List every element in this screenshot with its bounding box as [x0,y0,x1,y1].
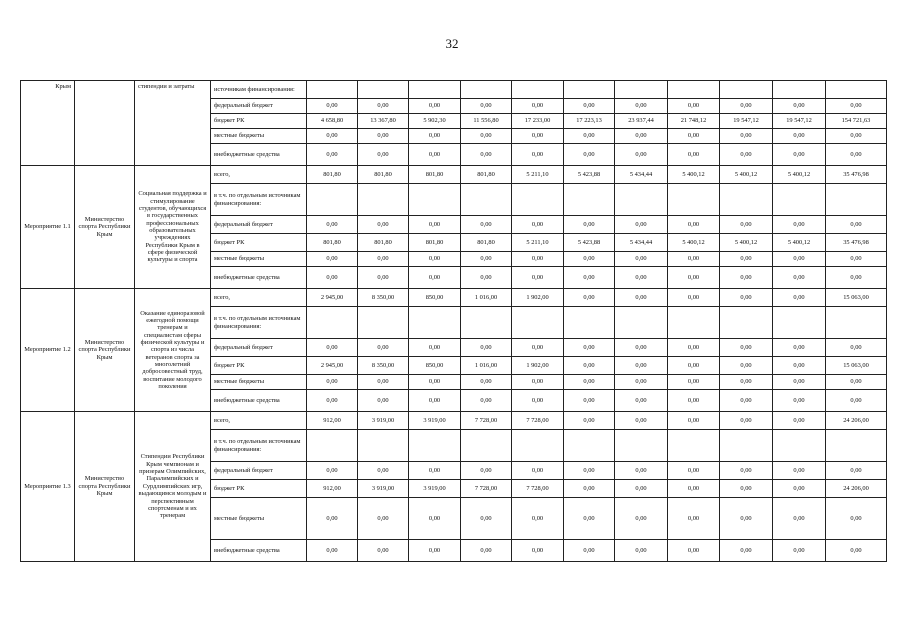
value-cell: 0,00 [615,129,668,144]
value-cell [512,307,564,339]
funding-source-cell: бюджет РК [211,357,307,375]
value-cell: 0,00 [773,462,826,480]
value-cell: 0,00 [720,144,773,166]
value-cell: 21 748,12 [668,114,720,129]
value-cell: 0,00 [615,375,668,390]
value-cell [564,430,615,462]
value-cell: 0,00 [564,289,615,307]
value-cell: 0,00 [615,267,668,289]
value-cell [773,430,826,462]
value-cell: 0,00 [615,540,668,562]
value-cell [461,81,512,99]
value-cell: 1 902,00 [512,289,564,307]
funding-source-cell: внебюджетные средства [211,540,307,562]
value-cell: 1 016,00 [461,357,512,375]
value-cell: 0,00 [461,339,512,357]
value-cell: 0,00 [307,216,358,234]
value-cell: 0,00 [773,252,826,267]
value-cell: 0,00 [564,99,615,114]
value-cell: 0,00 [826,375,887,390]
value-cell: 17 223,13 [564,114,615,129]
value-cell [826,430,887,462]
value-cell: 0,00 [720,252,773,267]
value-cell: 0,00 [564,129,615,144]
value-cell: 0,00 [773,99,826,114]
funding-source-cell: внебюджетные средства [211,390,307,412]
value-cell: 0,00 [409,339,461,357]
table-row [21,166,887,184]
value-cell [564,81,615,99]
description-cell: Стипендии Республики Крым чемпионам и призерам Олимпийских, Паралимпийских и Сурдлимпийских игр, выдающимся молодым и перспективным спортсменам и их тренерам [135,412,211,562]
value-cell: 0,00 [773,129,826,144]
value-cell: 0,00 [615,498,668,540]
value-cell: 0,00 [409,99,461,114]
funding-source-cell: внебюджетные средства [211,267,307,289]
value-cell: 5 434,44 [615,234,668,252]
value-cell: 0,00 [307,252,358,267]
value-cell: 0,00 [512,540,564,562]
value-cell: 0,00 [668,99,720,114]
value-cell: 5 400,12 [668,166,720,184]
value-cell: 0,00 [668,289,720,307]
value-cell: 0,00 [358,339,409,357]
value-cell: 0,00 [409,498,461,540]
value-cell: 0,00 [668,540,720,562]
value-cell: 0,00 [564,357,615,375]
funding-source-cell: в т.ч. по отдельным источникам финансирования: [211,430,307,462]
value-cell: 912,00 [307,412,358,430]
value-cell [668,307,720,339]
value-cell: 0,00 [615,390,668,412]
value-cell [461,430,512,462]
value-cell: 0,00 [668,390,720,412]
value-cell [826,81,887,99]
value-cell: 0,00 [826,144,887,166]
value-cell: 0,00 [461,390,512,412]
funding-source-cell: федеральный бюджет [211,216,307,234]
measure-name-cell: Мероприятие 1.2 [21,289,75,412]
value-cell: 0,00 [307,339,358,357]
value-cell: 0,00 [564,252,615,267]
value-cell: 0,00 [564,375,615,390]
funding-source-cell: федеральный бюджет [211,462,307,480]
funding-source-cell: в т.ч. по отдельным источникам финансирования: [211,184,307,216]
value-cell: 154 721,63 [826,114,887,129]
value-cell: 0,00 [720,99,773,114]
measure-name-cell: Мероприятие 1.3 [21,412,75,562]
value-cell: 0,00 [512,267,564,289]
value-cell: 0,00 [615,462,668,480]
value-cell: 0,00 [826,540,887,562]
value-cell: 850,00 [409,357,461,375]
value-cell: 0,00 [615,216,668,234]
value-cell: 0,00 [512,390,564,412]
value-cell: 0,00 [409,252,461,267]
value-cell: 0,00 [512,462,564,480]
value-cell: 7 728,00 [461,412,512,430]
value-cell: 0,00 [409,390,461,412]
funding-source-cell: бюджет РК [211,480,307,498]
measure-name-cell: Мероприятие 1.1 [21,166,75,289]
value-cell: 0,00 [720,412,773,430]
value-cell: 5 400,12 [773,234,826,252]
funding-source-cell: федеральный бюджет [211,339,307,357]
value-cell: 3 919,00 [409,412,461,430]
value-cell: 0,00 [773,267,826,289]
value-cell [720,184,773,216]
value-cell: 0,00 [773,339,826,357]
value-cell: 0,00 [307,99,358,114]
value-cell: 0,00 [720,480,773,498]
value-cell: 0,00 [307,267,358,289]
funding-source-cell: источникам финансирования: [211,81,307,99]
value-cell: 3 919,00 [358,480,409,498]
value-cell: 0,00 [615,144,668,166]
value-cell: 35 476,98 [826,166,887,184]
funding-source-cell: внебюджетные средства [211,144,307,166]
value-cell: 0,00 [615,357,668,375]
value-cell: 0,00 [668,339,720,357]
value-cell [826,307,887,339]
value-cell: 0,00 [668,462,720,480]
value-cell: 5 902,30 [409,114,461,129]
value-cell [668,184,720,216]
value-cell [773,184,826,216]
value-cell: 19 547,12 [720,114,773,129]
funding-source-cell: местные бюджеты [211,375,307,390]
value-cell: 0,00 [512,99,564,114]
funding-source-cell: бюджет РК [211,234,307,252]
value-cell: 0,00 [773,480,826,498]
value-cell: 0,00 [512,129,564,144]
value-cell: 0,00 [720,375,773,390]
value-cell [668,81,720,99]
value-cell: 7 728,00 [512,480,564,498]
value-cell: 0,00 [409,144,461,166]
value-cell: 0,00 [307,144,358,166]
value-cell: 0,00 [773,216,826,234]
value-cell: 5 423,88 [564,166,615,184]
value-cell: 0,00 [461,462,512,480]
value-cell: 0,00 [826,129,887,144]
value-cell: 0,00 [512,498,564,540]
value-cell: 0,00 [773,540,826,562]
value-cell: 0,00 [358,252,409,267]
value-cell: 0,00 [358,99,409,114]
value-cell: 0,00 [512,252,564,267]
value-cell: 1 902,00 [512,357,564,375]
value-cell: 0,00 [307,540,358,562]
value-cell: 0,00 [358,540,409,562]
value-cell: 801,80 [307,166,358,184]
value-cell [307,184,358,216]
value-cell [615,184,668,216]
value-cell: 5 400,12 [668,234,720,252]
value-cell [358,307,409,339]
value-cell: 7 728,00 [461,480,512,498]
value-cell: 0,00 [358,390,409,412]
value-cell: 0,00 [307,129,358,144]
value-cell: 2 945,00 [307,289,358,307]
value-cell: 0,00 [668,216,720,234]
value-cell [409,307,461,339]
value-cell: 0,00 [564,480,615,498]
value-cell: 0,00 [826,498,887,540]
value-cell: 0,00 [720,390,773,412]
value-cell: 0,00 [615,412,668,430]
value-cell: 3 919,00 [358,412,409,430]
value-cell: 5 400,12 [720,166,773,184]
value-cell: 0,00 [307,498,358,540]
value-cell [358,430,409,462]
executor-cell: Министерство спорта Республики Крым [75,412,135,562]
value-cell [615,81,668,99]
value-cell: 0,00 [512,339,564,357]
description-cell: Оказание единоразовой ежегодной помощи тренерам и специалистам сферы физической культуры и спорта из числа ветеранов спорта за многолетний добросовестный труд, воспитание молодого поколения [135,289,211,412]
value-cell: 0,00 [564,267,615,289]
value-cell: 0,00 [461,216,512,234]
value-cell: 0,00 [307,462,358,480]
value-cell [409,81,461,99]
table-row [21,289,887,307]
value-cell: 0,00 [409,375,461,390]
value-cell: 0,00 [668,375,720,390]
value-cell [461,307,512,339]
value-cell: 5 434,44 [615,166,668,184]
value-cell: 0,00 [826,216,887,234]
value-cell: 0,00 [409,216,461,234]
value-cell: 0,00 [773,357,826,375]
funding-source-cell: федеральный бюджет [211,99,307,114]
value-cell: 0,00 [461,498,512,540]
description-cell: Социальная поддержка и стимулирование студентов, обучающихся в государственных профессиональных образовательных учреждениях Республики Крым в сфере физической культуры и спорта [135,166,211,289]
value-cell: 0,00 [668,412,720,430]
value-cell: 801,80 [409,234,461,252]
value-cell: 5 423,88 [564,234,615,252]
value-cell: 0,00 [615,99,668,114]
value-cell: 0,00 [668,480,720,498]
value-cell: 0,00 [358,216,409,234]
value-cell: 0,00 [461,540,512,562]
value-cell: 0,00 [773,144,826,166]
value-cell: 0,00 [564,144,615,166]
value-cell: 0,00 [358,375,409,390]
value-cell [461,184,512,216]
value-cell: 801,80 [461,166,512,184]
description-cell: стипендии и затраты [135,81,211,166]
executor-cell: Министерство спорта Республики Крым [75,289,135,412]
value-cell: 0,00 [461,252,512,267]
value-cell: 24 206,00 [826,480,887,498]
value-cell: 5 400,12 [773,166,826,184]
value-cell: 0,00 [358,462,409,480]
value-cell [358,81,409,99]
value-cell: 11 556,80 [461,114,512,129]
value-cell: 0,00 [409,540,461,562]
value-cell: 801,80 [409,166,461,184]
funding-source-cell: местные бюджеты [211,498,307,540]
value-cell: 0,00 [409,267,461,289]
value-cell: 8 350,00 [358,289,409,307]
value-cell: 0,00 [615,339,668,357]
value-cell [615,430,668,462]
value-cell: 0,00 [826,267,887,289]
value-cell: 0,00 [720,540,773,562]
value-cell: 0,00 [826,390,887,412]
value-cell: 23 937,44 [615,114,668,129]
value-cell [773,307,826,339]
value-cell [307,430,358,462]
funding-source-cell: всего, [211,289,307,307]
funding-source-cell: всего, [211,166,307,184]
value-cell: 0,00 [461,267,512,289]
value-cell: 35 476,98 [826,234,887,252]
funding-source-cell: всего, [211,412,307,430]
executor-cell [75,81,135,166]
value-cell [615,307,668,339]
funding-table [20,80,887,562]
value-cell: 0,00 [668,252,720,267]
value-cell [826,184,887,216]
funding-source-cell: местные бюджеты [211,252,307,267]
value-cell [773,81,826,99]
value-cell [358,184,409,216]
value-cell: 850,00 [409,289,461,307]
value-cell: 0,00 [564,540,615,562]
value-cell: 17 233,00 [512,114,564,129]
value-cell: 0,00 [615,289,668,307]
value-cell: 3 919,00 [409,480,461,498]
value-cell: 0,00 [307,375,358,390]
value-cell: 0,00 [826,339,887,357]
value-cell: 0,00 [720,267,773,289]
value-cell [307,307,358,339]
value-cell: 0,00 [826,462,887,480]
value-cell [720,430,773,462]
value-cell: 0,00 [773,498,826,540]
value-cell: 0,00 [358,498,409,540]
value-cell: 0,00 [564,498,615,540]
value-cell: 7 728,00 [512,412,564,430]
value-cell: 0,00 [461,129,512,144]
value-cell: 1 016,00 [461,289,512,307]
value-cell: 0,00 [720,357,773,375]
value-cell: 0,00 [773,375,826,390]
value-cell: 801,80 [358,234,409,252]
value-cell: 24 206,00 [826,412,887,430]
value-cell [512,81,564,99]
value-cell [409,184,461,216]
value-cell: 0,00 [564,412,615,430]
value-cell: 15 063,00 [826,357,887,375]
value-cell: 0,00 [720,462,773,480]
value-cell: 0,00 [773,412,826,430]
value-cell [720,307,773,339]
value-cell [564,184,615,216]
value-cell: 0,00 [512,375,564,390]
value-cell: 0,00 [409,462,461,480]
value-cell: 0,00 [615,480,668,498]
value-cell: 0,00 [461,375,512,390]
value-cell: 0,00 [720,339,773,357]
value-cell: 0,00 [720,216,773,234]
value-cell: 0,00 [358,129,409,144]
value-cell [307,81,358,99]
funding-source-cell: в т.ч. по отдельным источникам финансирования: [211,307,307,339]
table-row [21,412,887,430]
value-cell [512,184,564,216]
table-row [21,81,887,99]
value-cell: 0,00 [564,216,615,234]
value-cell: 0,00 [512,216,564,234]
value-cell: 0,00 [461,144,512,166]
value-cell: 0,00 [668,144,720,166]
value-cell [564,307,615,339]
value-cell: 5 211,10 [512,234,564,252]
value-cell: 0,00 [668,129,720,144]
value-cell: 2 945,00 [307,357,358,375]
table-body [21,81,887,562]
value-cell: 0,00 [720,498,773,540]
value-cell: 0,00 [668,267,720,289]
value-cell: 0,00 [720,289,773,307]
value-cell [668,430,720,462]
value-cell: 0,00 [358,144,409,166]
executor-cell: Министерство спорта Республики Крым [75,166,135,289]
value-cell: 801,80 [461,234,512,252]
value-cell: 0,00 [826,99,887,114]
value-cell [720,81,773,99]
value-cell: 0,00 [512,144,564,166]
value-cell: 0,00 [461,99,512,114]
value-cell: 0,00 [358,267,409,289]
value-cell [512,430,564,462]
value-cell: 5 400,12 [720,234,773,252]
value-cell: 0,00 [409,129,461,144]
value-cell: 8 350,00 [358,357,409,375]
value-cell: 15 063,00 [826,289,887,307]
value-cell: 13 367,80 [358,114,409,129]
value-cell: 0,00 [564,390,615,412]
funding-source-cell: местные бюджеты [211,129,307,144]
value-cell: 0,00 [307,390,358,412]
measure-name-cell: Крым [21,81,75,166]
value-cell: 0,00 [720,129,773,144]
value-cell: 0,00 [826,252,887,267]
value-cell: 0,00 [564,339,615,357]
page-number: 32 [445,36,459,51]
value-cell: 0,00 [773,289,826,307]
value-cell: 0,00 [564,462,615,480]
funding-source-cell: бюджет РК [211,114,307,129]
value-cell: 5 211,10 [512,166,564,184]
value-cell: 0,00 [773,390,826,412]
value-cell: 0,00 [668,498,720,540]
value-cell: 801,80 [307,234,358,252]
value-cell: 801,80 [358,166,409,184]
value-cell [409,430,461,462]
value-cell: 19 547,12 [773,114,826,129]
value-cell: 0,00 [615,252,668,267]
value-cell: 912,00 [307,480,358,498]
value-cell: 0,00 [668,357,720,375]
value-cell: 4 658,80 [307,114,358,129]
